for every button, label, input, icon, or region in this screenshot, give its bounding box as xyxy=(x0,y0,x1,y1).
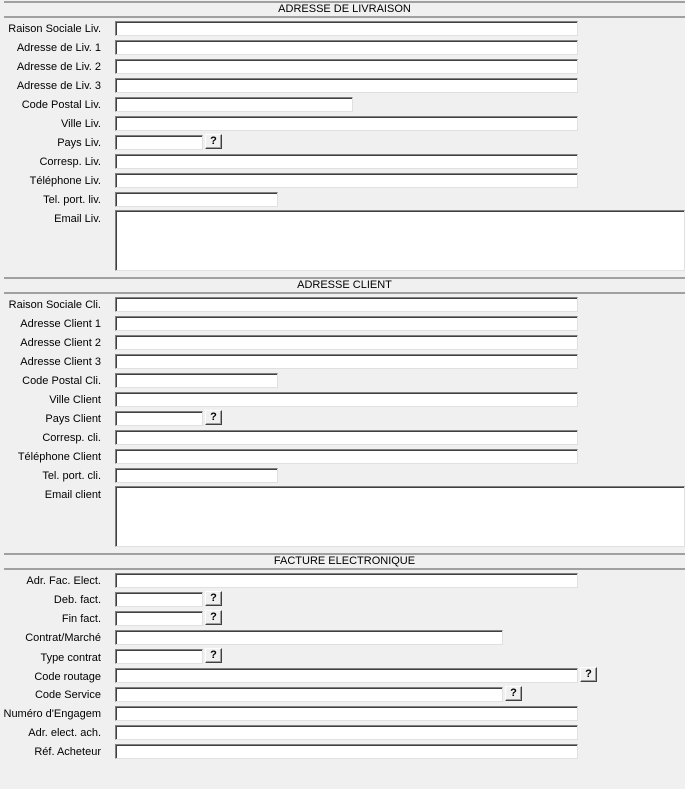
label-adresse-liv-1: Adresse de Liv. 1 xyxy=(16,42,101,54)
adresse-liv-2-input[interactable] xyxy=(115,59,578,74)
label-adresse-client-2: Adresse Client 2 xyxy=(20,337,101,349)
fin-fact-lookup-button[interactable]: ? xyxy=(205,610,222,625)
label-ref-acheteur: Réf. Acheteur xyxy=(34,746,101,758)
adresse-client-2-input[interactable] xyxy=(115,335,578,350)
pays-liv-lookup-button[interactable]: ? xyxy=(205,134,222,149)
label-telephone-liv: Téléphone Liv. xyxy=(29,175,101,187)
deb-fact-lookup-button[interactable]: ? xyxy=(205,591,222,606)
label-adresse-liv-3: Adresse de Liv. 3 xyxy=(16,80,101,92)
adr-elect-ach-input[interactable] xyxy=(115,725,578,740)
label-telephone-client: Téléphone Client xyxy=(17,451,101,463)
label-pays-client: Pays Client xyxy=(45,413,101,425)
ref-acheteur-input[interactable] xyxy=(115,744,578,759)
corresp-liv-input[interactable] xyxy=(115,154,578,169)
code-postal-liv-input[interactable] xyxy=(115,97,353,112)
label-adresse-liv-2: Adresse de Liv. 2 xyxy=(16,61,101,73)
deb-fact-input[interactable] xyxy=(115,592,203,607)
telephone-client-input[interactable] xyxy=(115,449,578,464)
label-pays-liv: Pays Liv. xyxy=(57,137,101,149)
pays-client-input[interactable] xyxy=(115,411,203,426)
label-email-liv: Email Liv. xyxy=(54,213,101,225)
email-liv-textarea[interactable] xyxy=(115,210,685,271)
section-header-facture: FACTURE ELECTRONIQUE xyxy=(4,553,685,570)
pays-client-lookup-button[interactable]: ? xyxy=(205,410,222,425)
label-ville-client: Ville Client xyxy=(49,394,101,406)
adr-fac-elect-input[interactable] xyxy=(115,573,578,588)
type-contrat-input[interactable] xyxy=(115,649,203,664)
label-raison-sociale-liv: Raison Sociale Liv. xyxy=(8,23,101,35)
label-code-service: Code Service xyxy=(34,689,101,701)
type-contrat-lookup-button[interactable]: ? xyxy=(205,648,222,663)
label-deb-fact: Deb. fact. xyxy=(53,594,101,606)
label-corresp-liv: Corresp. Liv. xyxy=(39,156,101,168)
label-corresp-cli: Corresp. cli. xyxy=(42,432,101,444)
code-service-lookup-button[interactable]: ? xyxy=(505,686,522,701)
fin-fact-input[interactable] xyxy=(115,611,203,626)
label-numero-engagement: Numéro d'Engagem xyxy=(3,708,101,720)
tel-port-liv-input[interactable] xyxy=(115,192,278,207)
label-tel-port-cli: Tel. port. cli. xyxy=(42,470,101,482)
code-routage-input[interactable] xyxy=(115,668,578,683)
label-adr-elect-ach: Adr. elect. ach. xyxy=(28,727,101,739)
label-tel-port-liv: Tel. port. liv. xyxy=(43,194,101,206)
adresse-client-1-input[interactable] xyxy=(115,316,578,331)
section-header-livraison: ADRESSE DE LIVRAISON xyxy=(4,1,685,18)
label-adresse-client-1: Adresse Client 1 xyxy=(20,318,101,330)
raison-sociale-cli-input[interactable] xyxy=(115,297,578,312)
corresp-cli-input[interactable] xyxy=(115,430,578,445)
code-routage-lookup-button[interactable]: ? xyxy=(580,667,597,682)
tel-port-cli-input[interactable] xyxy=(115,468,278,483)
label-code-postal-cli: Code Postal Cli. xyxy=(22,375,101,387)
code-service-input[interactable] xyxy=(115,687,503,702)
contrat-marche-input[interactable] xyxy=(115,630,503,645)
raison-sociale-liv-input[interactable] xyxy=(115,21,578,36)
telephone-liv-input[interactable] xyxy=(115,173,578,188)
code-postal-cli-input[interactable] xyxy=(115,373,278,388)
ville-client-input[interactable] xyxy=(115,392,578,407)
label-contrat-marche: Contrat/Marché xyxy=(25,632,101,644)
adresse-client-3-input[interactable] xyxy=(115,354,578,369)
label-ville-liv: Ville Liv. xyxy=(61,118,101,130)
ville-liv-input[interactable] xyxy=(115,116,578,131)
label-fin-fact: Fin fact. xyxy=(61,613,101,625)
section-header-client: ADRESSE CLIENT xyxy=(4,277,685,294)
label-email-client: Email client xyxy=(44,489,101,501)
adresse-liv-1-input[interactable] xyxy=(115,40,578,55)
label-adresse-client-3: Adresse Client 3 xyxy=(20,356,101,368)
pays-liv-input[interactable] xyxy=(115,135,203,150)
label-code-postal-liv: Code Postal Liv. xyxy=(21,99,101,111)
label-code-routage: Code routage xyxy=(34,671,101,683)
label-type-contrat: Type contrat xyxy=(40,652,101,664)
label-adr-fac-elect: Adr. Fac. Elect. xyxy=(26,575,101,587)
adresse-liv-3-input[interactable] xyxy=(115,78,578,93)
email-client-textarea[interactable] xyxy=(115,486,685,547)
numero-engagement-input[interactable] xyxy=(115,706,578,721)
label-raison-sociale-cli: Raison Sociale Cli. xyxy=(8,299,101,311)
